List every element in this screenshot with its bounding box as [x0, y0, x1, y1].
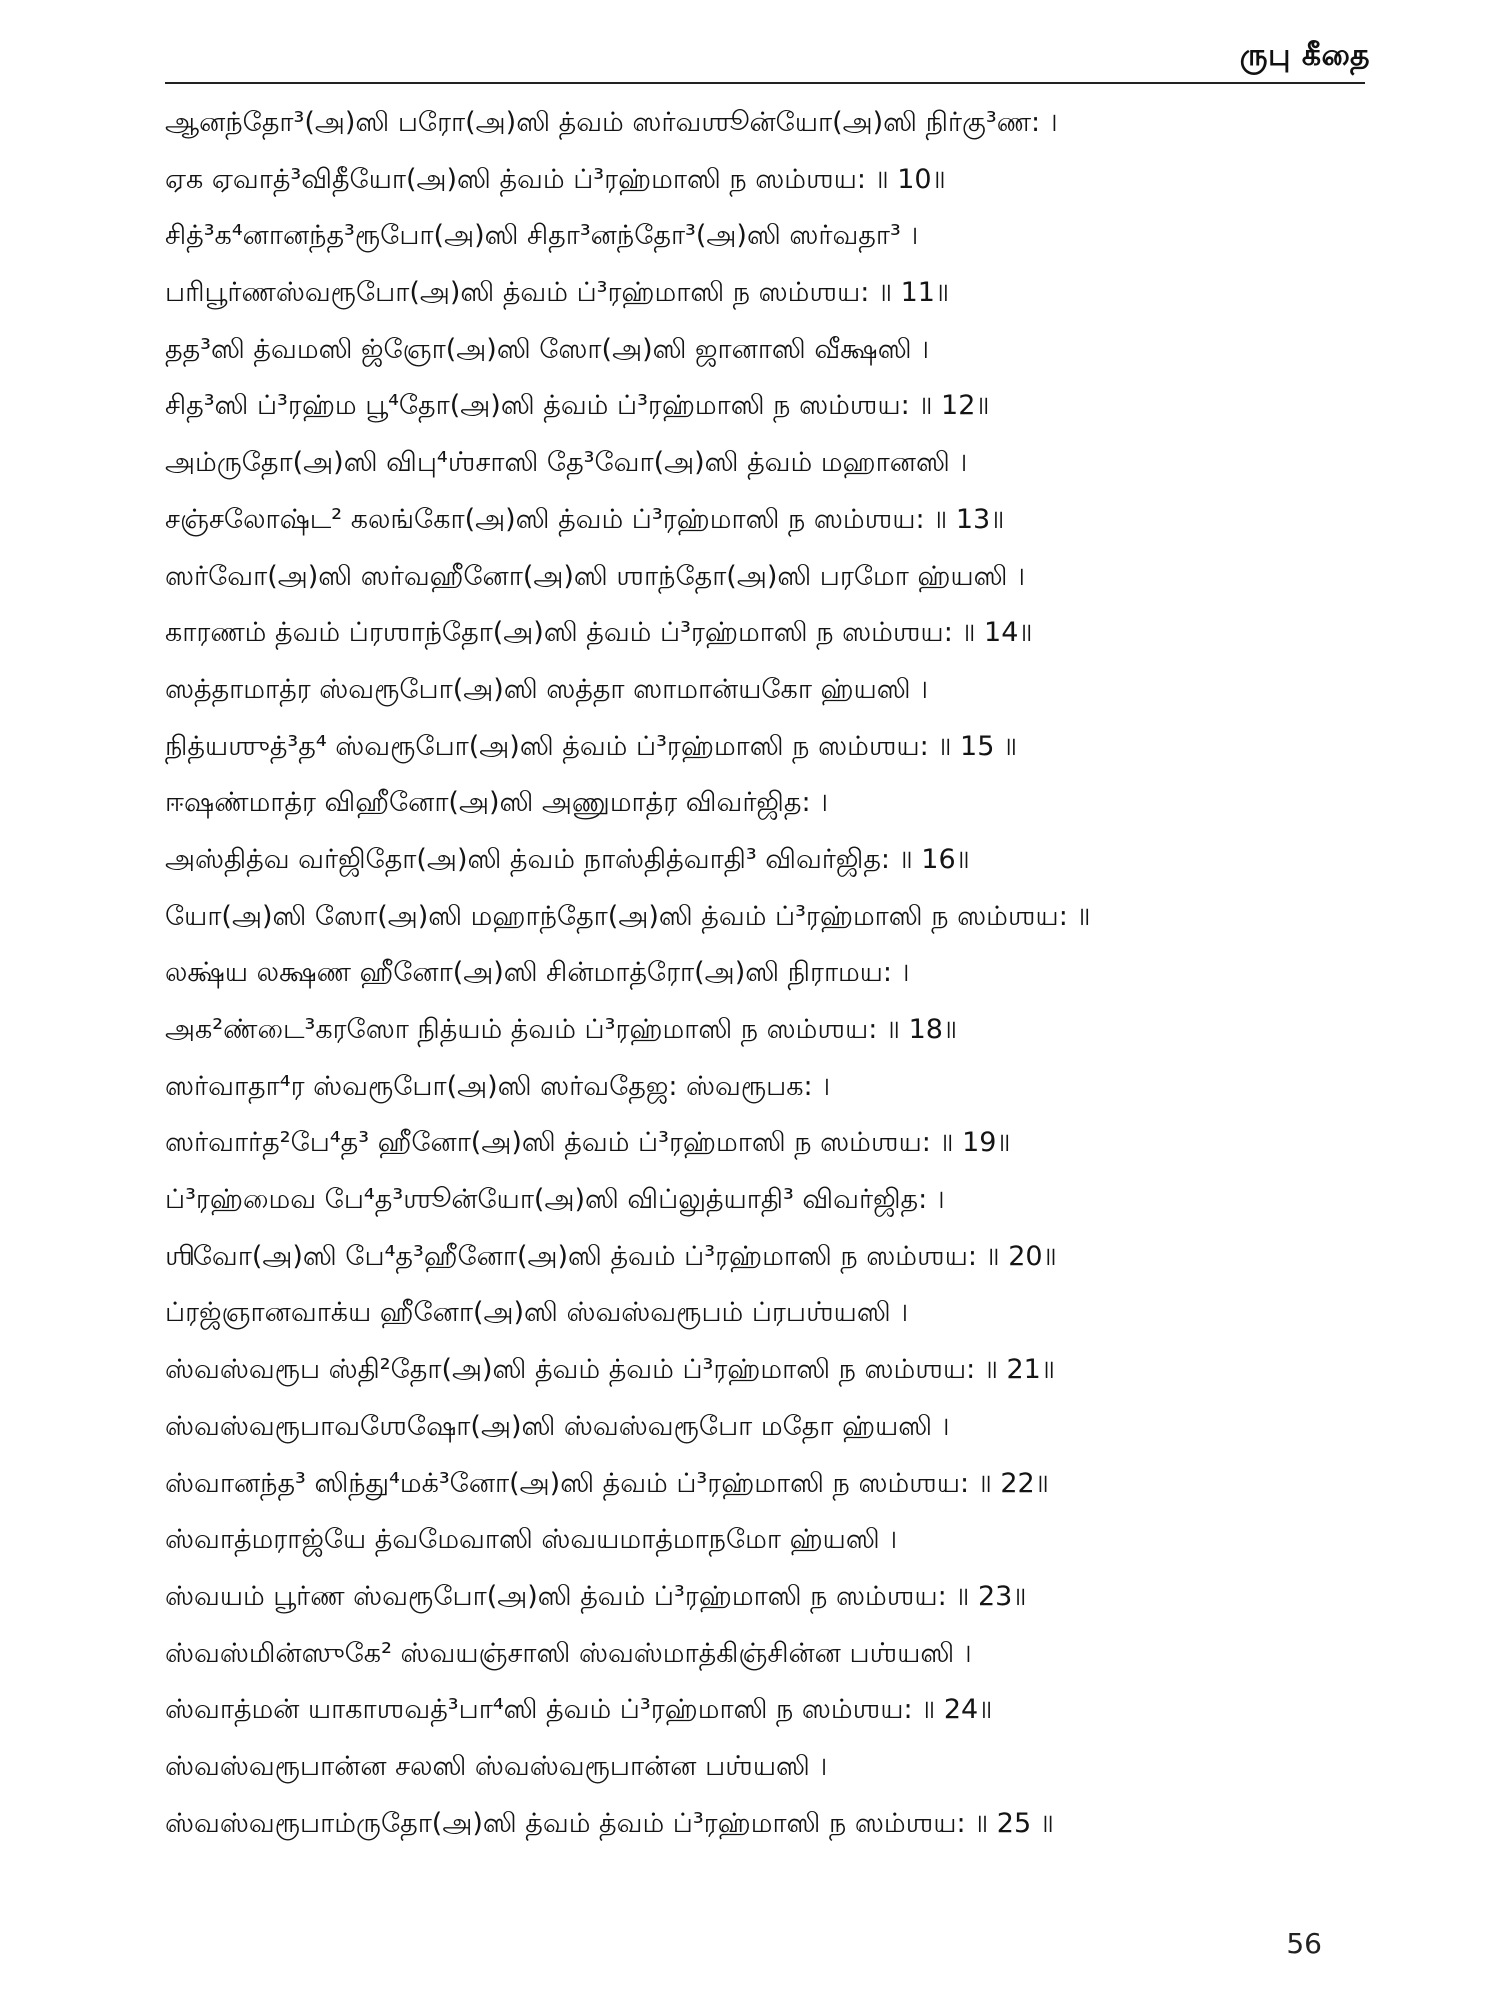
verse-line: ஆனந்தோ³(அ)ஸி பரோ(அ)ஸி த்வம் ஸர்வஶூன்யோ(அ)ஸி நிர்கு³ண꞉ ।	[165, 107, 1058, 138]
verse-line: ஸ்வாத்மராஜ்யே த்வமேவாஸி ஸ்வயமாத்மாநமோ ஹ்யஸி ।	[165, 1524, 898, 1556]
verse-line: ப்ரஜ்ஞானவாக்ய ஹீனோ(அ)ஸி ஸ்வஸ்வரூபம் ப்ரபஶ்யஸி ।	[165, 1297, 909, 1329]
verse-line: ஈஷண்மாத்ர விஹீனோ(அ)ஸி அணுமாத்ர விவர்ஜித꞉ ।	[165, 787, 829, 819]
verse-line: ஸ்வஸ்வரூபான்ன சலஸி ஸ்வஸ்வரூபான்ன பஶ்யஸி ।	[165, 1750, 828, 1782]
verse-line: நித்யஶுத்³த⁴ ஸ்வரூபோ(அ)ஸி த்வம் ப்³ரஹ்மாஸி ந ஸம்ஶய꞉ ॥ 15 ॥	[165, 730, 1018, 762]
verse-line: ஶிவோ(அ)ஸி பே⁴த³ஹீனோ(அ)ஸி த்வம் ப்³ரஹ்மாஸி ந ஸம்ஶய꞉ ॥ 20॥	[165, 1240, 1057, 1272]
verse-line: ஸர்வார்த²பே⁴த³ ஹீனோ(அ)ஸி த்வம் ப்³ரஹ்மாஸி ந ஸம்ஶய꞉ ॥ 19॥	[165, 1127, 1011, 1159]
verse-line: அக²ண்டை³கரஸோ நித்யம் த்வம் ப்³ரஹ்மாஸி ந ஸம்ஶய꞉ ॥ 18॥	[165, 1014, 958, 1045]
verse-line: ஸ்வஸ்வரூபாவஶேஷோ(அ)ஸி ஸ்வஸ்வரூபோ மதோ ஹ்யஸி ।	[165, 1410, 950, 1442]
verse-line: ஏக ஏவாத்³விதீயோ(அ)ஸி த்வம் ப்³ரஹ்மாஸி ந ஸம்ஶய꞉ ॥ 10॥	[165, 163, 946, 195]
verse-line: சித்³க⁴னானந்த³ரூபோ(அ)ஸி சிதா³னந்தோ³(அ)ஸி ஸர்வதா³ ।	[165, 220, 919, 252]
header-rule	[165, 82, 1365, 84]
verse-line: ஸர்வாதா⁴ர ஸ்வரூபோ(அ)ஸி ஸர்வதேஜ꞉ ஸ்வரூபக꞉ ।	[165, 1070, 831, 1102]
verse-line: ஸ்வாத்மன் யாகாஶவத்³பா⁴ஸி த்வம் ப்³ரஹ்மாஸி ந ஸம்ஶய꞉ ॥ 24॥	[165, 1694, 993, 1726]
verse-line: பரிபூர்ணஸ்வரூபோ(அ)ஸி த்வம் ப்³ரஹ்மாஸி ந ஸம்ஶய꞉ ॥ 11॥	[165, 277, 950, 309]
verse-line: ஸ்வானந்த³ ஸிந்து⁴மக்³னோ(அ)ஸி த்வம் ப்³ரஹ்மாஸி ந ஸம்ஶய꞉ ॥ 22॥	[165, 1467, 1049, 1499]
verse-line: அஸ்தித்வ வர்ஜிதோ(அ)ஸி த்வம் நாஸ்தித்வாதி³ விவர்ஜித꞉ ॥ 16॥	[165, 843, 970, 875]
verse-line: ஸத்தாமாத்ர ஸ்வரூபோ(அ)ஸி ஸத்தா ஸாமான்யகோ ஹ்யஸி ।	[165, 673, 929, 705]
verse-line: சித³ஸி ப்³ரஹ்ம பூ⁴தோ(அ)ஸி த்வம் ப்³ரஹ்மாஸி ந ஸம்ஶய꞉ ॥ 12॥	[165, 390, 990, 422]
verse-block	[165, 95, 1385, 1852]
verse-line: ஸ்வஸ்வரூபாம்ருதோ(அ)ஸி த்வம் த்வம் ப்³ரஹ்மாஸி ந ஸம்ஶய꞉ ॥ 25 ॥	[165, 1807, 1054, 1839]
verse-line: ஸ்வஸ்மின்ஸுகே² ஸ்வயஞ்சாஸி ஸ்வஸ்மாத்கிஞ்சின்ன பஶ்யஸி ।	[165, 1637, 972, 1669]
page-number: 56	[1286, 1927, 1322, 1960]
verse-line: யோ(அ)ஸி ஸோ(அ)ஸி மஹாந்தோ(அ)ஸி த்வம் ப்³ரஹ்மாஸி ந ஸம்ஶய꞉ ॥	[165, 900, 1091, 932]
verse-line: ஸ்வஸ்வரூப ஸ்தி²தோ(அ)ஸி த்வம் த்வம் ப்³ரஹ்மாஸி ந ஸம்ஶய꞉ ॥ 21॥	[165, 1354, 1055, 1386]
verse-line: ப்³ரஹ்மைவ பே⁴த³ஶூன்யோ(அ)ஸி விப்லுத்யாதி³ விவர்ஜித꞉ ।	[165, 1184, 945, 1216]
verse-line: சஞ்சலோஷ்ட² கலங்கோ(அ)ஸி த்வம் ப்³ரஹ்மாஸி ந ஸம்ஶய꞉ ॥ 13॥	[165, 503, 1005, 535]
verse-line: காரணம் த்வம் ப்ரஶாந்தோ(அ)ஸி த்வம் ப்³ரஹ்மாஸி ந ஸம்ஶய꞉ ॥ 14॥	[165, 617, 1033, 649]
running-title: ருபு கீதை	[1239, 38, 1370, 73]
verse-line: ஸ்வயம் பூர்ண ஸ்வரூபோ(அ)ஸி த்வம் ப்³ரஹ்மாஸி ந ஸம்ஶய꞉ ॥ 23॥	[165, 1580, 1027, 1612]
verse-line: அம்ருதோ(அ)ஸி விபு⁴ஶ்சாஸி தே³வோ(அ)ஸி த்வம் மஹானஸி ।	[165, 447, 968, 479]
verse-line: தத³ஸி த்வமஸி ஜ்ஞோ(அ)ஸி ஸோ(அ)ஸி ஜானாஸி வீக்ஷஸி ।	[165, 333, 930, 365]
verse-line: லக்ஷ்ய லக்ஷண ஹீனோ(அ)ஸி சின்மாத்ரோ(அ)ஸி நிராமய꞉ ।	[165, 957, 910, 989]
verse-line: ஸர்வோ(அ)ஸி ஸர்வஹீனோ(அ)ஸி ஶாந்தோ(அ)ஸி பரமோ ஹ்யஸி ।	[165, 560, 1025, 592]
